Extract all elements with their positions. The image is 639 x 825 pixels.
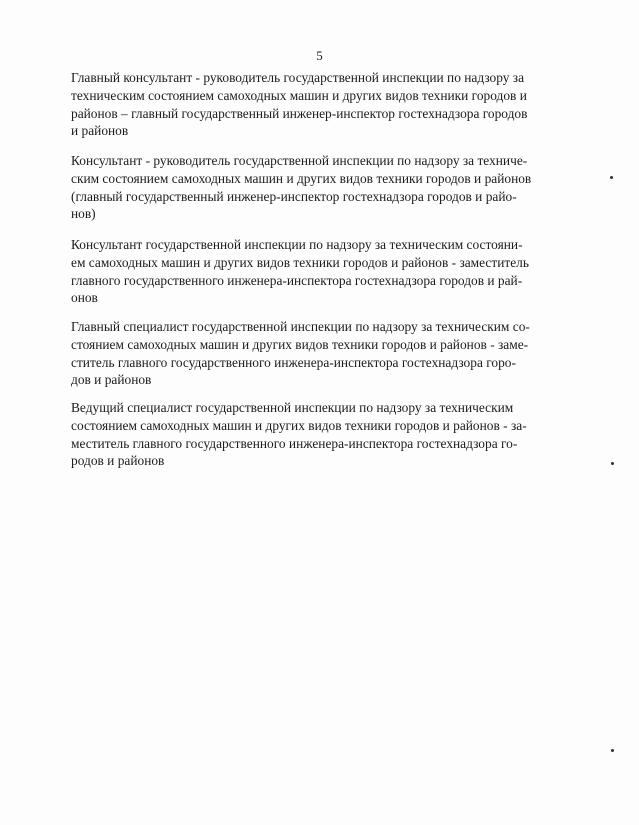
page-number: 5 — [316, 48, 323, 63]
scan-speck — [611, 462, 614, 465]
position-entry-1 — [71, 69, 555, 140]
position-entry-3 — [71, 236, 555, 307]
position-entry-2 — [71, 152, 555, 223]
entry-line: родов и районов — [71, 453, 165, 469]
entry-line: меститель главного государственного инженера-инспектора гостехнадзора го- — [71, 435, 518, 451]
entry-line: Главный консультант - руководитель государственной инспекции по надзору за — [71, 70, 525, 85]
entry-line: ститель главного государственного инженера-инспектора гостехнадзора горо- — [71, 354, 516, 370]
entry-line: Главный специалист государственной инспекции по надзору за техническим со- — [71, 319, 530, 334]
entry-line: ем самоходных машин и других видов техники городов и районов - заместитель — [71, 254, 529, 270]
entry-line: Консультант - руководитель государственной инспекции по надзору за техниче- — [71, 153, 528, 168]
entry-line: дов и районов — [71, 372, 152, 388]
scan-speck — [610, 176, 613, 179]
entry-line: районов – главный государственный инженер-инспектор гостехнадзора городов — [71, 105, 528, 121]
entry-line: онов — [71, 290, 98, 306]
entry-line: нов) — [71, 206, 96, 222]
entry-line: стоянием самоходных машин и других видов техники городов и районов - заме- — [71, 336, 529, 352]
scan-speck — [611, 749, 614, 752]
entry-line: состоянием самоходных машин и других видов техники городов и районов - за- — [71, 417, 527, 433]
position-entry-5 — [71, 399, 555, 470]
position-entry-4 — [71, 318, 555, 389]
entry-line: (главный государственный инженер-инспектор гостехнадзора городов и райо- — [71, 188, 517, 204]
entry-line: Ведущий специалист государственной инспекции по надзору за техническим — [71, 400, 514, 415]
entry-line: техническим состоянием самоходных машин и других видов техники городов и — [71, 87, 527, 103]
entry-line: и районов — [71, 123, 129, 139]
entry-line: ским состоянием самоходных машин и других видов техники городов и районов — [71, 170, 532, 186]
entry-line: Консультант государственной инспекции по надзору за техническим состояни- — [71, 237, 523, 252]
entry-line: главного государственного инженера-инспектора гостехнадзора городов и рай- — [71, 272, 523, 288]
